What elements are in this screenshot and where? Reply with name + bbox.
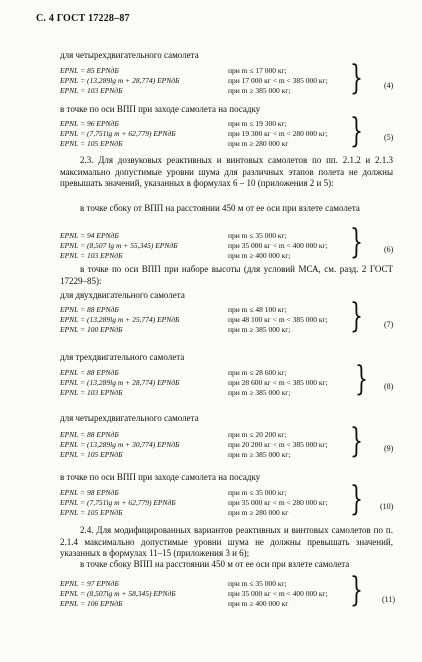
formula-block-7 xyxy=(60,305,390,335)
section-title: в точке по оси ВПП при заходе самолета на посадку xyxy=(60,104,261,114)
formula-row xyxy=(60,251,390,261)
formula-lhs: EPNL = (13,289lg m + 28,774) EPNдБ xyxy=(60,76,180,85)
brace: } xyxy=(350,479,363,519)
formula-condition: при m ≤ 17 000 кг; xyxy=(228,66,287,75)
formula-condition: при 48 100 кг < m < 385 000 кг; xyxy=(228,315,328,324)
section-title: в точке по оси ВПП при заходе самолета на посадку xyxy=(60,472,261,482)
formula-lhs: EPNL = 85 EPNдБ xyxy=(60,66,119,75)
equation-number: (6) xyxy=(384,245,394,254)
formula-condition: при m ≤ 35 000 кг; xyxy=(228,488,287,497)
formula-lhs: EPNL = (8,507lg m + 58,345) EPNдБ xyxy=(60,589,176,598)
formula-row xyxy=(60,488,390,498)
formula-block-4 xyxy=(60,66,390,96)
formula-row xyxy=(60,315,390,325)
formula-row xyxy=(60,86,390,96)
formula-lhs: EPNL = (13,289lg m + 30,774) EPNдБ xyxy=(60,440,180,449)
formula-row xyxy=(60,589,390,599)
sub-paragraph: в точке сбоку от ВПП на расстоянии 450 м от ее оси при взлете самолета xyxy=(80,203,360,213)
formula-row xyxy=(60,498,390,508)
formula-condition: при 35 000 кг < m < 400 000 кг; xyxy=(228,589,328,598)
brace: } xyxy=(350,58,363,98)
formula-condition: при m ≥ 385 000 кг; xyxy=(228,450,291,459)
formula-lhs: EPNL = 105 EPNдБ xyxy=(60,508,123,517)
formula-row xyxy=(60,599,390,609)
formula-block-11 xyxy=(60,579,390,609)
formula-row xyxy=(60,430,390,440)
paragraph-2-3: 2.3. Для дозвуковых реактивных и винтовых самолетов по пп. 2.1.2 и 2.1.3 максимально допустимые уровни шума для различных этапов полета не должны превышать значений, указанных в формулах 6 – 10 (приложения 2 и 5): xyxy=(60,155,393,188)
formula-row xyxy=(60,66,390,76)
formula-condition: при m ≤ 48 100 кг; xyxy=(228,305,287,314)
formula-lhs: EPNL = 100 EPNдБ xyxy=(60,325,123,334)
formula-lhs: EPNL = 96 EPNдБ xyxy=(60,119,119,128)
formula-row xyxy=(60,368,390,378)
formula-lhs: EPNL = (7,751lg m + 62,779) EPNдБ xyxy=(60,498,176,507)
formula-condition: при m ≥ 385 000 кг; xyxy=(228,86,291,95)
formula-lhs: EPNL = 88 EPNдБ xyxy=(60,368,119,377)
formula-row xyxy=(60,129,390,139)
section-title: для трехдвигательного самолета xyxy=(60,352,185,362)
equation-number: (11) xyxy=(382,595,396,604)
formula-lhs: EPNL = 88 EPNдБ xyxy=(60,305,119,314)
formula-row xyxy=(60,241,390,251)
formula-lhs: EPNL = 103 EPNдБ xyxy=(60,251,123,260)
paragraph-2-4: 2.4. Для модифицированных вариантов реактивных и винтовых самолетов по п. 2.1.4 максимально допустимые уровни шума не должны превышать значений, указанных в формулах 11–15 (приложения 3 и 6); xyxy=(60,525,393,558)
formula-lhs: EPNL = (13,289lg m + 28,774) EPNдБ xyxy=(60,378,180,387)
formula-condition: при 35 000 кг < m < 280 000 кг; xyxy=(228,498,328,507)
equation-number: (10) xyxy=(380,502,394,511)
section-title: для двухдвигательного самолета xyxy=(60,290,185,300)
formula-condition: при m ≥ 385 000 кг; xyxy=(228,388,291,397)
formula-block-5 xyxy=(60,119,390,149)
formula-row xyxy=(60,378,390,388)
formula-block-6 xyxy=(60,231,390,261)
section-title: для четырехдвигательного самолета xyxy=(60,50,199,60)
formula-lhs: EPNL = 88 EPNдБ xyxy=(60,430,119,439)
formula-condition: при m ≥ 400 000 кг; xyxy=(228,251,291,260)
sub-paragraph: в точке сбоку ВПП на расстоянии 450 м от ее оси при взлете самолета xyxy=(80,559,350,569)
sub-paragraph: в точке по оси ВПП при наборе высоты (для условий МСА, см. разд. 2 ГОСТ 17229–85): xyxy=(60,264,393,286)
formula-row xyxy=(60,231,390,241)
brace: } xyxy=(350,421,363,461)
formula-condition: при m ≤ 35 000 кг; xyxy=(228,579,287,588)
formula-condition: при m ≥ 280 000 кг xyxy=(228,508,289,517)
formula-row xyxy=(60,119,390,129)
formula-row xyxy=(60,388,390,398)
formula-condition: при 19 300 кг < m < 280 000 кг; xyxy=(228,129,328,138)
formula-condition: при m ≥ 400 000 кг xyxy=(228,599,289,608)
formula-condition: при m ≤ 19 300 кг; xyxy=(228,119,287,128)
formula-lhs: EPNL = 97 EPNдБ xyxy=(60,579,119,588)
formula-row xyxy=(60,508,390,518)
formula-row xyxy=(60,440,390,450)
brace: } xyxy=(350,296,363,336)
formula-lhs: EPNL = (8,507 lg m + 55,345) EPNдБ xyxy=(60,241,178,250)
formula-row xyxy=(60,139,390,149)
formula-condition: при m ≥ 280 000 кг xyxy=(228,139,289,148)
formula-condition: при 28 600 кг < m < 385 000 кг; xyxy=(228,378,328,387)
page-header: С. 4 ГОСТ 17228–87 xyxy=(36,13,130,24)
formula-lhs: EPNL = 105 EPNдБ xyxy=(60,450,123,459)
formula-block-9 xyxy=(60,430,390,460)
formula-condition: при 17 000 кг < m < 385 000 кг; xyxy=(228,76,328,85)
equation-number: (9) xyxy=(384,444,394,453)
formula-lhs: EPNL = (13,289lg m + 25,774) EPNдБ xyxy=(60,315,180,324)
formula-lhs: EPNL = 106 EPNдБ xyxy=(60,599,123,608)
formula-lhs: EPNL = 98 EPNдБ xyxy=(60,488,119,497)
formula-row xyxy=(60,579,390,589)
equation-number: (7) xyxy=(384,320,394,329)
formula-block-8 xyxy=(60,368,390,398)
brace: } xyxy=(350,111,363,151)
formula-condition: при m ≤ 35 000 кг; xyxy=(228,231,287,240)
formula-condition: при 20 200 кг < m < 385 000 кг; xyxy=(228,440,328,449)
brace: } xyxy=(355,359,368,399)
formula-condition: при m ≤ 28 600 кг; xyxy=(228,368,287,377)
formula-lhs: EPNL = 103 EPNдБ xyxy=(60,388,123,397)
formula-row xyxy=(60,325,390,335)
formula-lhs: EPNL = (7,751lg m + 62,779) EPNдБ xyxy=(60,129,176,138)
formula-lhs: EPNL = 105 EPNдБ xyxy=(60,139,123,148)
section-title: для четырехдвигательного самолета xyxy=(60,413,199,423)
equation-number: (4) xyxy=(384,81,394,90)
formula-row xyxy=(60,76,390,86)
brace: } xyxy=(350,222,363,262)
formula-condition: при 35 000 кг < m < 400 000 кг; xyxy=(228,241,328,250)
brace: } xyxy=(350,570,363,610)
formula-lhs: EPNL = 103 EPNдБ xyxy=(60,86,123,95)
formula-block-10 xyxy=(60,488,390,518)
equation-number: (5) xyxy=(384,133,394,142)
formula-condition: при m ≥ 385 000 кг; xyxy=(228,325,291,334)
formula-row xyxy=(60,305,390,315)
formula-row xyxy=(60,450,390,460)
equation-number: (8) xyxy=(384,382,394,391)
formula-lhs: EPNL = 94 EPNдБ xyxy=(60,231,119,240)
formula-condition: при m ≤ 20 200 кг; xyxy=(228,430,287,439)
